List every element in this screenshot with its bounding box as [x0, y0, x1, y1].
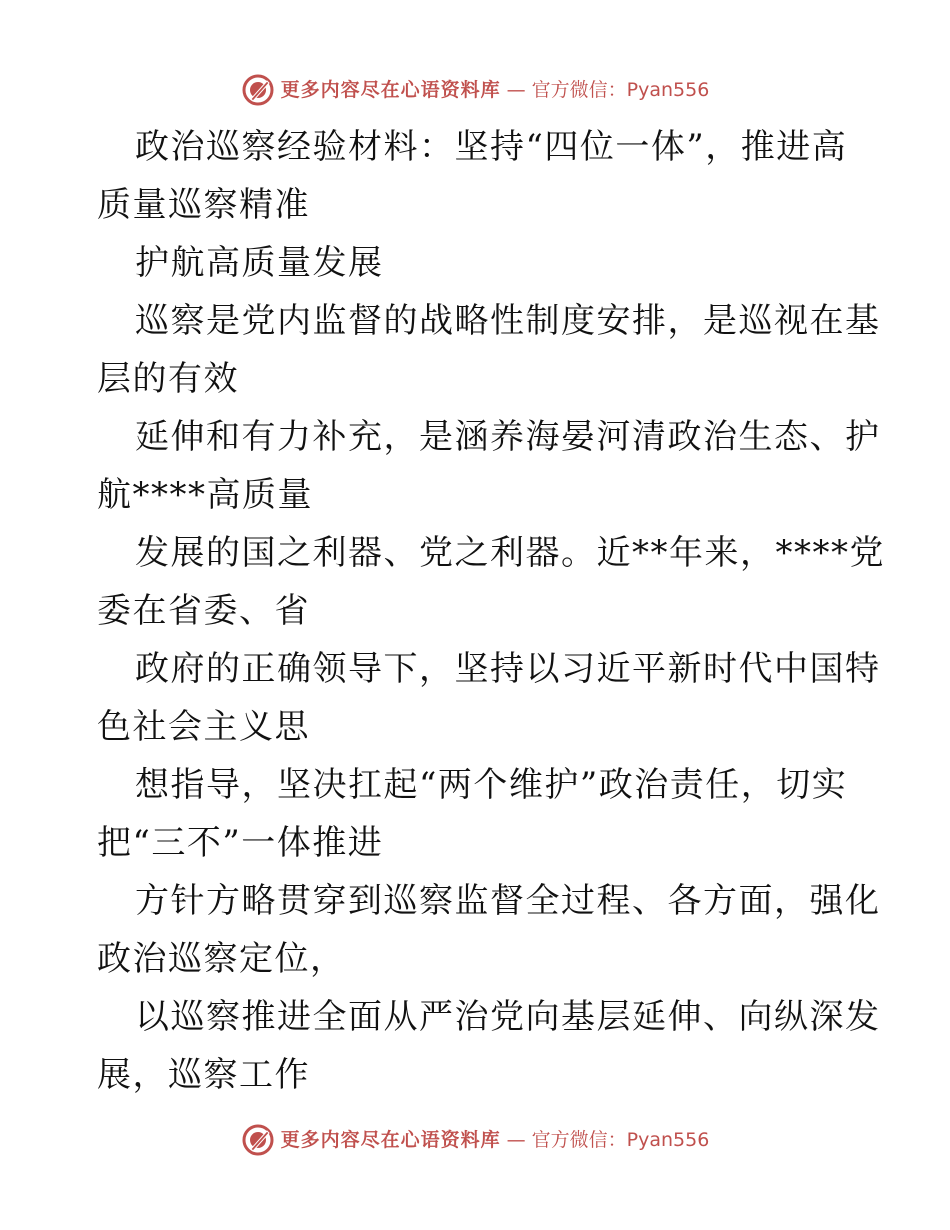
pen-logo-icon — [241, 73, 275, 107]
text-line: 方针方略贯穿到巡察监督全过程、各方面，强化 — [135, 881, 881, 921]
text-line: 政治巡察经验材料：坚持“四位一体”，推进高 — [135, 127, 848, 167]
header-banner-contact: 官方微信：Pyan556 — [531, 79, 710, 101]
text-line: 发展的国之利器、党之利器。近**年来，****党 — [135, 533, 885, 573]
header-banner — [0, 70, 950, 110]
header-banner-separator: — — [506, 79, 526, 101]
text-line: 航****高质量 — [97, 475, 313, 515]
footer-banner-contact: 官方微信：Pyan556 — [531, 1129, 710, 1151]
text-line: 想指导，坚决扛起“两个维护”政治责任，切实 — [135, 765, 848, 805]
footer-banner-separator: — — [506, 1129, 526, 1151]
text-line: 政治巡察定位， — [97, 939, 346, 979]
text-line: 延伸和有力补充，是涵养海晏河清政治生态、护 — [135, 417, 881, 457]
text-line: 层的有效 — [97, 359, 239, 399]
text-line: 质量巡察精准 — [97, 185, 310, 225]
text-line: 巡察是党内监督的战略性制度安排，是巡视在基 — [135, 301, 881, 341]
text-line: 色社会主义思 — [97, 707, 310, 747]
document-body — [97, 118, 885, 1104]
text-line: 政府的正确领导下，坚持以习近平新时代中国特 — [135, 649, 881, 689]
text-line: 把“三不”一体推进 — [97, 823, 384, 863]
header-banner-main-text: 更多内容尽在心语资料库 — [280, 79, 501, 101]
text-line: 护航高质量发展 — [135, 243, 384, 283]
text-line: 委在省委、省 — [97, 591, 310, 631]
text-line: 以巡察推进全面从严治党向基层延伸、向纵深发 — [135, 997, 881, 1037]
footer-banner — [0, 1120, 950, 1160]
pen-logo-icon — [241, 1123, 275, 1157]
footer-banner-main-text: 更多内容尽在心语资料库 — [280, 1129, 501, 1151]
text-line: 展，巡察工作 — [97, 1055, 310, 1095]
